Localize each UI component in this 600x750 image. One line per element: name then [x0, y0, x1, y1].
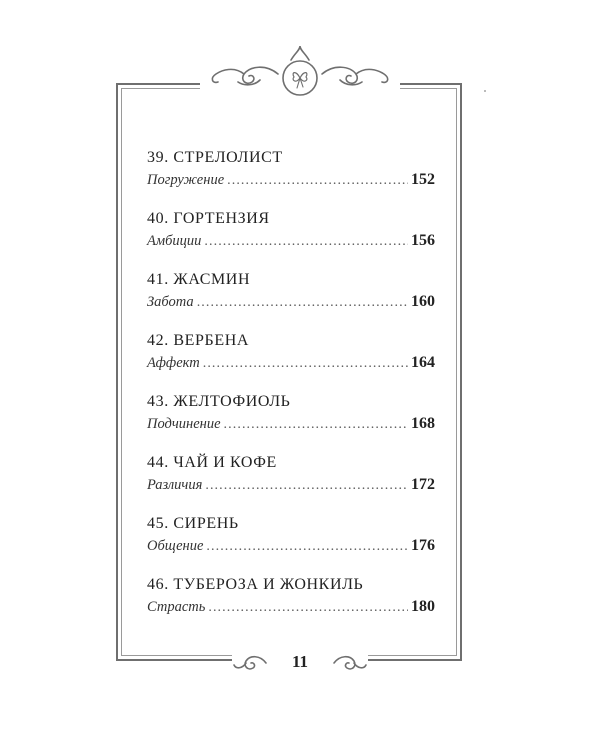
dot-leader: [206, 539, 408, 555]
entry-line: [147, 354, 435, 378]
page-number: 11: [291, 652, 309, 671]
entry-page-number: 172: [411, 476, 435, 493]
entry-title: 43. ЖЕЛТОФИОЛЬ: [147, 393, 291, 410]
entry-subtitle: Аффект: [147, 355, 200, 371]
entry-title: 46. ТУБЕРОЗА И ЖОНКИЛЬ: [147, 576, 364, 593]
entry-line: [147, 537, 435, 561]
toc-entry[interactable]: [147, 393, 435, 443]
dot-leader: [205, 478, 408, 494]
entry-page-number: 152: [411, 171, 435, 188]
entry-subtitle: Амбиции: [147, 233, 202, 249]
dot-leader: [224, 417, 408, 433]
entry-subtitle: Забота: [147, 294, 194, 310]
entry-page-number: 168: [411, 415, 435, 432]
entry-page-number: 160: [411, 293, 435, 310]
entry-title: 41. ЖАСМИН: [147, 271, 251, 288]
entry-page-number: 180: [411, 598, 435, 615]
dot-leader: [204, 234, 408, 250]
toc-entry[interactable]: [147, 210, 435, 260]
toc-entry[interactable]: [147, 576, 435, 626]
dot-leader: [203, 356, 408, 372]
toc-entry[interactable]: [147, 332, 435, 382]
print-speck: [484, 90, 486, 92]
entry-line: [147, 171, 435, 195]
entry-line: [147, 598, 435, 622]
toc-entry[interactable]: [147, 149, 435, 199]
entry-title: 39. СТРЕЛОЛИСТ: [147, 149, 283, 166]
entry-line: [147, 476, 435, 500]
dot-leader: [208, 600, 408, 616]
entry-page-number: 156: [411, 232, 435, 249]
dot-leader: [227, 173, 408, 189]
entry-line: [147, 232, 435, 256]
entry-subtitle: Различия: [147, 477, 203, 493]
entry-line: [147, 415, 435, 439]
toc-entry[interactable]: [147, 515, 435, 565]
entry-line: [147, 293, 435, 317]
entry-title: 40. ГОРТЕНЗИЯ: [147, 210, 270, 227]
entry-subtitle: Страсть: [147, 599, 206, 615]
entry-title: 45. СИРЕНЬ: [147, 515, 239, 532]
entry-subtitle: Общение: [147, 538, 204, 554]
flower-medallion-icon: [200, 40, 400, 100]
dot-leader: [197, 295, 408, 311]
toc-entry[interactable]: [147, 454, 435, 504]
toc-entry[interactable]: [147, 271, 435, 321]
entry-subtitle: Погружение: [147, 172, 225, 188]
entry-page-number: 176: [411, 537, 435, 554]
entry-title: 42. ВЕРБЕНА: [147, 332, 250, 349]
entry-page-number: 164: [411, 354, 435, 371]
entry-title: 44. ЧАЙ И КОФЕ: [147, 454, 277, 471]
entry-subtitle: Подчинение: [147, 416, 221, 432]
